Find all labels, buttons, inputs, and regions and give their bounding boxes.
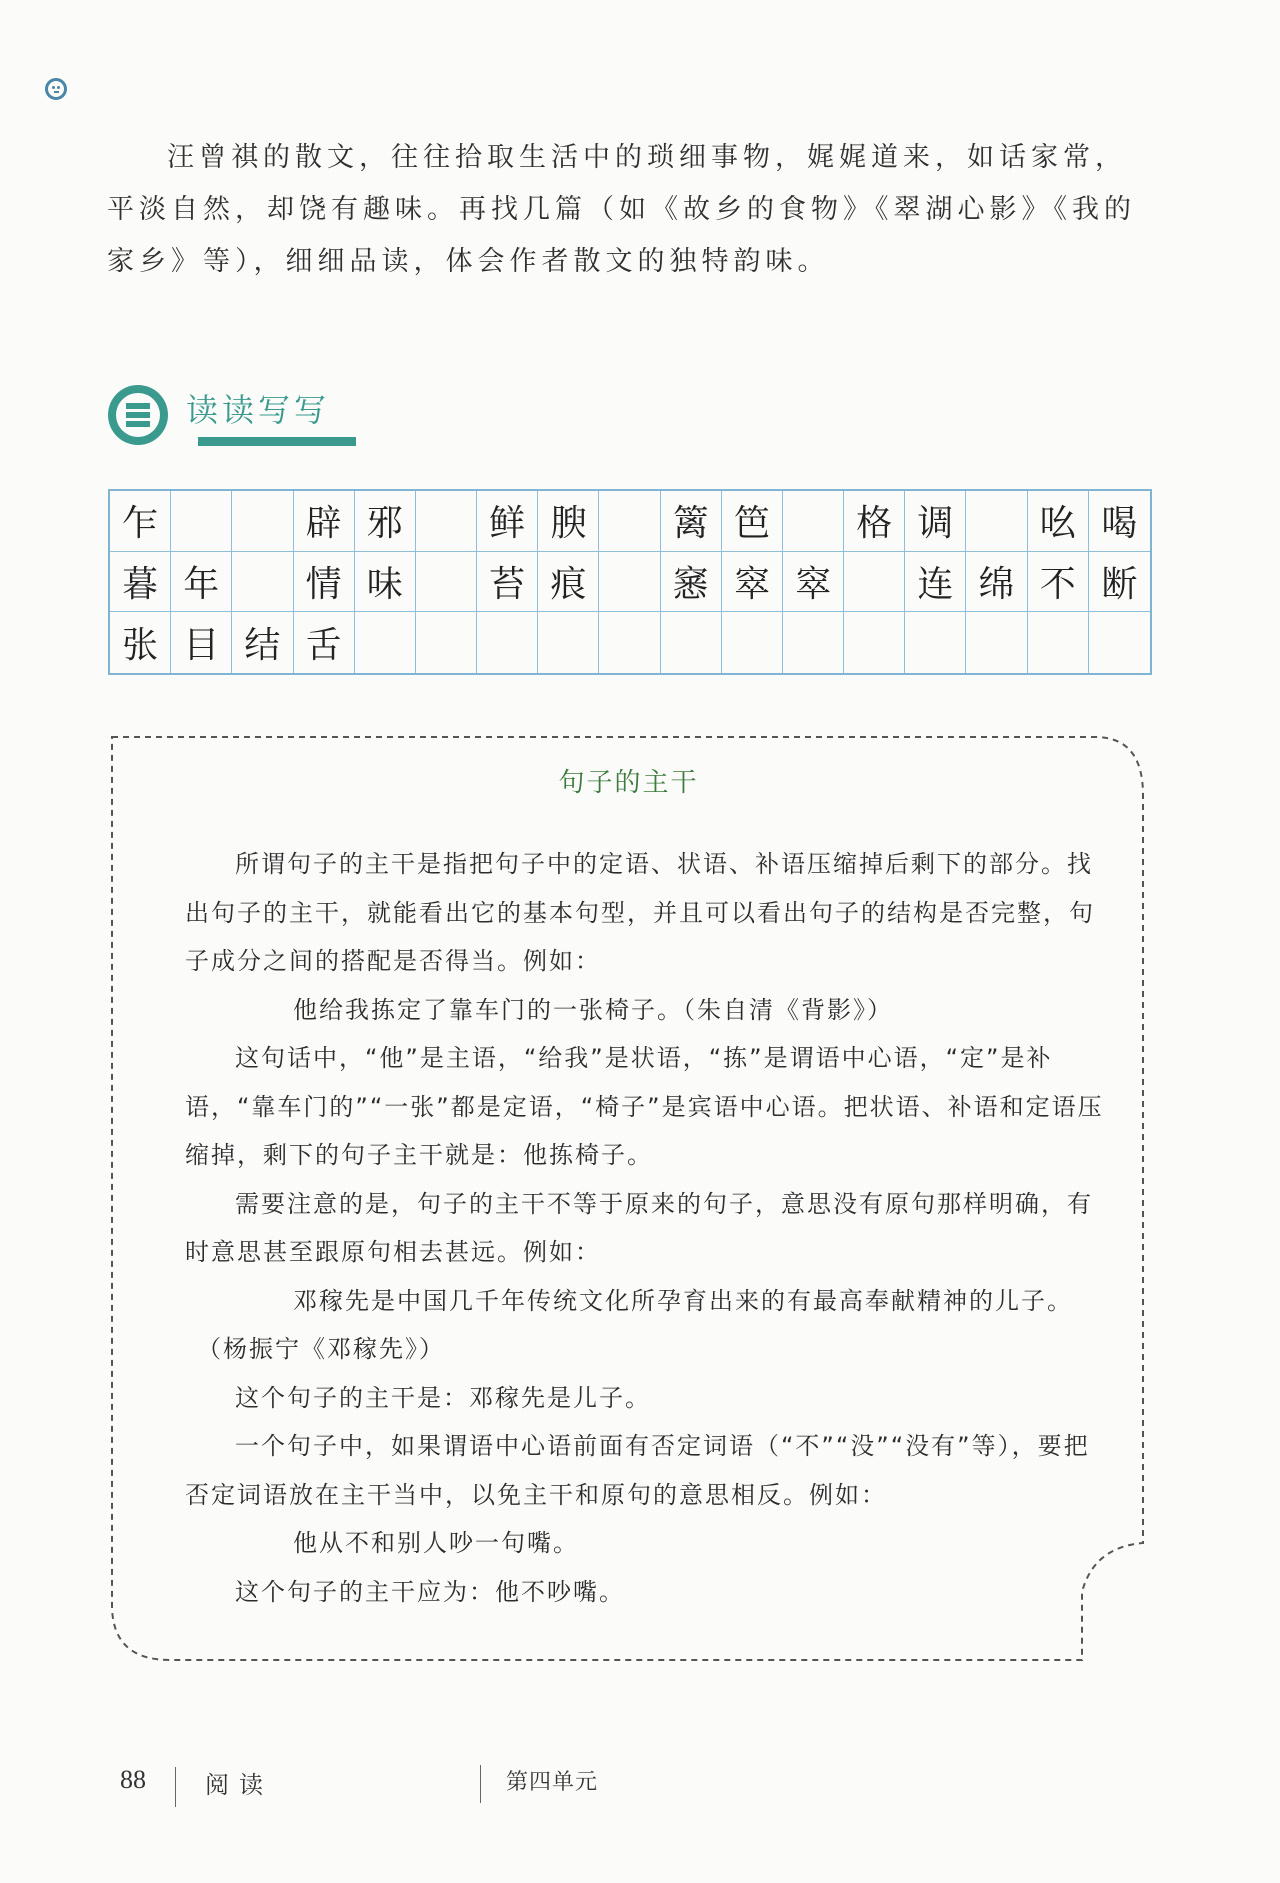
rule-paragraph: 他给我拣定了靠车门的一张椅子。（朱自清《背影》） <box>293 995 893 1024</box>
grid-cell <box>416 612 477 673</box>
rule-paragraph: 需要注意的是，句子的主干不等于原来的句子，意思没有原句那样明确，有时意思甚至跟原句相去甚远。例如： <box>185 1189 1093 1266</box>
grid-cell <box>232 552 293 613</box>
grammar-rule-box <box>110 735 1147 1662</box>
grid-cell <box>844 552 905 613</box>
section-header <box>108 385 408 455</box>
badge-bar-2 <box>126 412 150 418</box>
grid-cell <box>416 552 477 613</box>
grid-cell: 舌 <box>294 612 355 673</box>
grid-cell <box>416 491 477 552</box>
grid-cell <box>477 612 538 673</box>
rule-paragraph: 这个句子的主干是：邓稼先是儿子。 <box>235 1383 651 1412</box>
grid-cell: 暮 <box>110 552 171 613</box>
footer-section-label: 阅读 <box>205 1771 273 1799</box>
grid-cell: 乍 <box>110 491 171 552</box>
page-number: 88 <box>120 1765 146 1794</box>
smiley-eye-left <box>52 86 55 89</box>
grid-cell: 不 <box>1028 552 1089 613</box>
grid-cell: 笆 <box>722 491 783 552</box>
grid-cell: 结 <box>232 612 293 673</box>
grid-cell: 苔 <box>477 552 538 613</box>
grid-cell: 味 <box>355 552 416 613</box>
grid-cell <box>1089 612 1150 673</box>
rule-paragraph: （杨振宁《邓稼先》） <box>197 1335 445 1363</box>
grid-cell <box>844 612 905 673</box>
grid-cell <box>171 491 232 552</box>
grid-cell: 调 <box>905 491 966 552</box>
badge-bar-1 <box>126 403 150 409</box>
smiley-eye-right <box>57 86 60 89</box>
rule-paragraph: 他从不和别人吵一句嘴。 <box>293 1529 579 1557</box>
grid-cell <box>538 612 599 673</box>
grid-cell: 辟 <box>294 491 355 552</box>
section-underline <box>198 437 356 446</box>
grid-cell <box>355 612 416 673</box>
grid-cell <box>1028 612 1089 673</box>
grid-cell: 连 <box>905 552 966 613</box>
grid-cell: 断 <box>1089 552 1150 613</box>
grid-cell: 喝 <box>1089 491 1150 552</box>
grid-cell <box>722 612 783 673</box>
grid-cell: 吆 <box>1028 491 1089 552</box>
grid-cell <box>905 612 966 673</box>
grid-cell: 目 <box>171 612 232 673</box>
grid-cell: 张 <box>110 612 171 673</box>
section-three-icon <box>108 385 168 445</box>
grid-cell: 窸 <box>661 552 722 613</box>
rule-body <box>185 840 1115 1616</box>
footer-divider <box>480 1765 481 1803</box>
vocabulary-grid <box>108 489 1152 675</box>
grid-cell <box>783 491 844 552</box>
grid-cell <box>599 491 660 552</box>
grid-cell <box>966 612 1027 673</box>
grid-cell <box>599 552 660 613</box>
rule-paragraph: 所谓句子的主干是指把句子中的定语、状语、补语压缩掉后剩下的部分。找出句子的主干，就能看出它的基本句型，并且可以看出句子的结构是否完整，句子成分之间的搭配是否得当。例如： <box>185 850 1095 975</box>
rule-title: 句子的主干 <box>558 768 699 798</box>
smiley-mouth <box>54 91 59 93</box>
intro-paragraph: 汪曾祺的散文，往往拾取生活中的琐细事物，娓娓道来，如话家常，平淡自然，却饶有趣味。再找几篇（如《故乡的食物》《翠湖心影》《我的家乡》等），细细品读，体会作者散文的独特韵味。 <box>107 142 1136 277</box>
grid-cell <box>783 612 844 673</box>
grid-cell: 格 <box>844 491 905 552</box>
footer-unit-label: 第四单元 <box>506 1770 599 1795</box>
rule-paragraph: 这个句子的主干应为：他不吵嘴。 <box>235 1577 625 1606</box>
grid-cell: 腴 <box>538 491 599 552</box>
grid-cell <box>599 612 660 673</box>
page-footer <box>0 1765 1280 1825</box>
grid-cell: 篱 <box>661 491 722 552</box>
badge-bar-3 <box>126 421 150 427</box>
rule-paragraph: 邓稼先是中国几千年传统文化所孕育出来的有最高奉献精神的儿子。 <box>293 1286 1073 1315</box>
grid-cell: 情 <box>294 552 355 613</box>
grid-cell: 窣 <box>722 552 783 613</box>
grid-cell <box>966 491 1027 552</box>
section-badge-inner <box>116 393 160 437</box>
grid-cell <box>661 612 722 673</box>
smiley-face-icon <box>45 78 67 100</box>
grid-cell: 鲜 <box>477 491 538 552</box>
section-title: 读读写写 <box>186 391 331 429</box>
grid-cell: 年 <box>171 552 232 613</box>
rule-paragraph: 一个句子中，如果谓语中心语前面有否定词语（“不”“没”“没有”等），要把否定词语放在主干当中，以免主干和原句的意思相反。例如： <box>185 1432 1090 1509</box>
grid-cell: 绵 <box>966 552 1027 613</box>
grid-cell: 邪 <box>355 491 416 552</box>
rule-paragraph: 这句话中，“他”是主语，“给我”是状语，“拣”是谓语中心语，“定”是补语，“靠车门的”“一张”都是定语，“椅子”是宾语中心语。把状语、补语和定语压缩掉，剩下的句子主干就是：他拣椅子。 <box>185 1044 1104 1169</box>
grid-cell <box>232 491 293 552</box>
footer-divider <box>175 1767 176 1807</box>
grid-cell: 痕 <box>538 552 599 613</box>
grid-cell: 窣 <box>783 552 844 613</box>
